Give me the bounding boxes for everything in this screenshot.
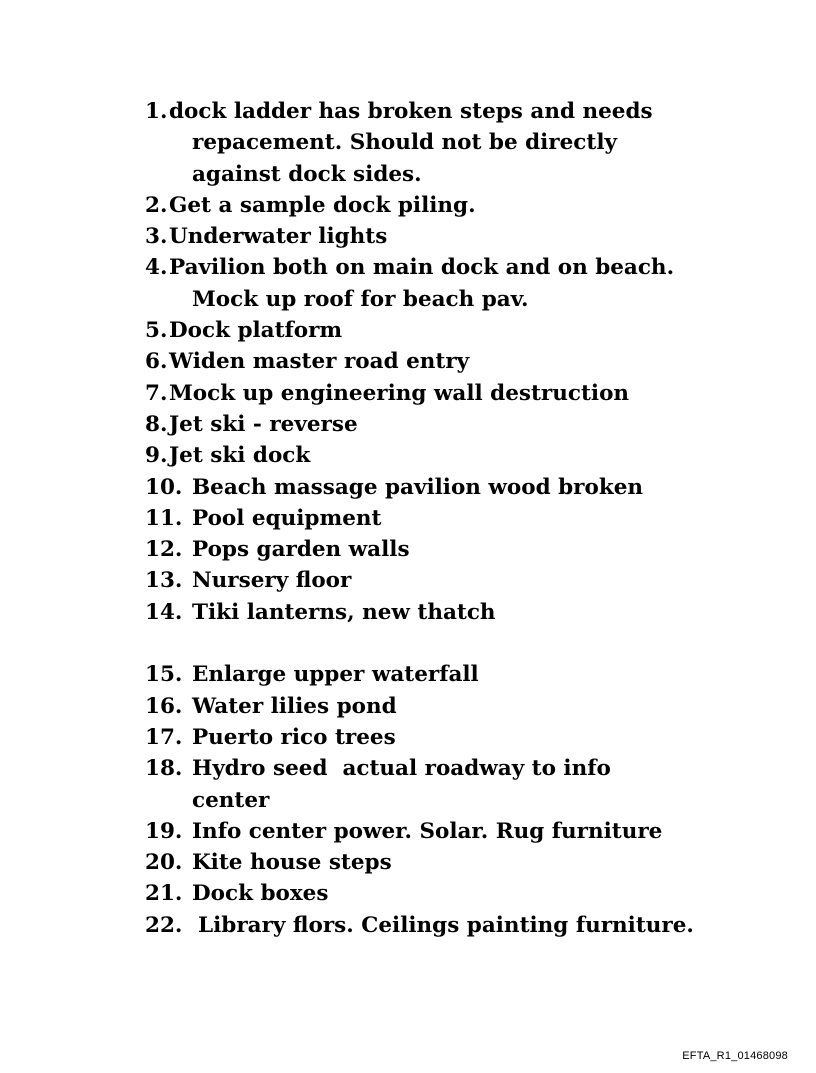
- task-list: [145, 96, 765, 941]
- list-item-8: [145, 409, 765, 440]
- list-item-12: [145, 534, 765, 565]
- list-item-13: [145, 565, 765, 596]
- list-item-text: Info center power. Solar. Rug furniture: [192, 818, 663, 844]
- list-item-text: Underwater lights: [169, 224, 388, 250]
- list-item-18: [145, 753, 765, 816]
- list-item-continuation: Mock up roof for beach pav.: [192, 286, 529, 312]
- list-item-number: 6.: [145, 349, 168, 375]
- list-item-1: [145, 96, 765, 190]
- list-item-3: [145, 221, 765, 252]
- list-item-22: [145, 910, 765, 941]
- list-item-number: 1.: [145, 99, 168, 124]
- list-item-text: Beach massage pavilion wood broken: [192, 474, 644, 500]
- list-item-number: 17.: [145, 724, 183, 750]
- list-item-number: 16.: [145, 693, 183, 719]
- list-item-number: 2.: [145, 192, 168, 218]
- list-item-6: [145, 346, 765, 377]
- list-item-11: [145, 503, 765, 534]
- list-item-14: [145, 597, 765, 628]
- list-item-text: Hydro seed actual roadway to info: [192, 756, 611, 782]
- list-item-number: 20.: [145, 850, 183, 876]
- list-item-number: 18.: [145, 756, 183, 782]
- list-item-number: 19.: [145, 818, 183, 844]
- list-item-number: 13.: [145, 568, 183, 594]
- list-item-text: Pool equipment: [192, 505, 382, 531]
- list-item-text: Tiki lanterns, new thatch: [192, 599, 496, 625]
- list-spacer: [145, 628, 765, 659]
- list-item-5: [145, 315, 765, 346]
- list-item-number: 3.: [145, 224, 168, 250]
- list-item-number: 12.: [145, 537, 183, 563]
- list-item-15: [145, 659, 765, 690]
- list-item-text: Kite house steps: [192, 850, 392, 876]
- list-item-text: Pavilion both on main dock and on beach.: [169, 255, 675, 281]
- list-item-number: 9.: [145, 443, 168, 469]
- list-item-number: 11.: [145, 505, 183, 531]
- list-item-number: 15.: [145, 662, 183, 688]
- list-item-16: [145, 691, 765, 722]
- list-item-19: [145, 816, 765, 847]
- list-item-text: Water lilies pond: [192, 693, 397, 719]
- list-item-7: [145, 378, 765, 409]
- list-item-text: Nursery floor: [192, 568, 352, 594]
- list-item-2: [145, 190, 765, 221]
- list-item-text: Pops garden walls: [192, 537, 410, 563]
- list-item-continuation: against dock sides.: [192, 161, 422, 187]
- list-item-text: Widen master road entry: [169, 349, 470, 375]
- list-item-text: Library flors. Ceilings painting furniture.: [198, 912, 694, 938]
- document-id: EFTA_R1_01468098: [682, 1050, 788, 1062]
- list-item-10: [145, 472, 765, 503]
- list-item-number: 7.: [145, 380, 168, 406]
- list-item-number: 4.: [145, 255, 168, 281]
- list-item-continuation: repacement. Should not be directly: [192, 130, 617, 156]
- list-item-text: dock ladder has broken steps and needs: [169, 99, 653, 124]
- list-item-continuation: center: [192, 787, 270, 813]
- list-item-number: 21.: [145, 881, 183, 907]
- list-item-text: Jet ski - reverse: [169, 411, 358, 437]
- list-item-text: Dock platform: [169, 318, 343, 344]
- list-item-20: [145, 847, 765, 878]
- list-item-number: 22.: [145, 912, 183, 938]
- list-item-number: 10.: [145, 474, 183, 500]
- list-item-text: Enlarge upper waterfall: [192, 662, 479, 688]
- list-item-text: Mock up engineering wall destruction: [169, 380, 630, 406]
- list-item-4: [145, 252, 765, 315]
- list-item-9: [145, 440, 765, 471]
- list-item-text: Dock boxes: [192, 881, 329, 907]
- list-item-21: [145, 878, 765, 909]
- list-item-number: 14.: [145, 599, 183, 625]
- list-item-number: 8.: [145, 411, 168, 437]
- list-item-number: 5.: [145, 318, 168, 344]
- list-item-text: Get a sample dock piling.: [169, 192, 476, 218]
- list-item-text: Jet ski dock: [169, 443, 311, 469]
- list-item-text: Puerto rico trees: [192, 724, 396, 750]
- list-item-17: [145, 722, 765, 753]
